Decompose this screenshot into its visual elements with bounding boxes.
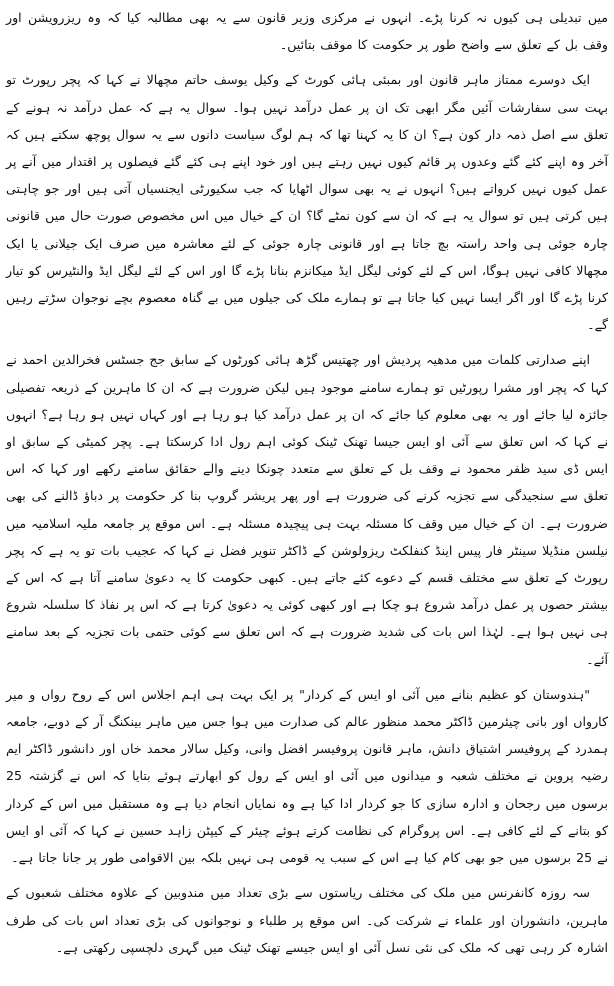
paragraph-2: ایک دوسرے ممتاز ماہر قانون اور بمبئی ہائی کورٹ کے وکیل یوسف حاتم مچھالا نے کہا کہ پچر رپورٹ تو بہت سی سفارشات آئیں مگر ابھی تک ان پر عمل درآمد نہیں ہوا۔ سوال یہ ہے کہ عمل درآمد نہ ہونے کے تعلق سے اصل ذمہ دار کون ہے؟ ان کا یہ کہنا تھا کہ ہم لوگ سیاست دانوں سے یہ سوال پوچھ سکتے ہیں کہ آخر وہ اپنے کئے گئے وعدوں پر قائم کیوں نہیں رہتے ہیں اور خود اپنے ہی کئے گئے فیصلوں پر اقتدار میں آنے پر عمل کیوں نہیں کرواتے ہیں؟ انہوں نے یہ بھی سوال اٹھایا کہ جب سکیورٹی ایجنسیاں آتی ہیں اور جو چاہتی ہیں کرتی ہیں تو سوال یہ ہے کہ ان سے کون نمٹے گا؟ ان کے خیال میں اس مخصوص صورت حال میں قانونی چارہ جوئی ہی واحد راستہ بچ جاتا ہے اور قانونی چارہ جوئی کے لئے معاشرہ میں صرف ایک جیلانی یا ایک مچھالا کافی نہیں ہوگا، اس کے لئے کوئی لیگل ایڈ میکانزم بنانا پڑے گا اور اس کے لئے لیگل ایڈ والنٹیرس کو تیار کرنا پڑے گا اور اگر ایسا نہیں کیا جاتا ہے تو ہمارے ملک کی جیلوں میں بے گناہ معصوم بچے نوجوان سڑتے رہیں گے۔ (6, 72, 608, 333)
paragraph-1: میں تبدیلی ہی کیوں نہ کرنا پڑے۔ انہوں نے مرکزی وزیر قانون سے یہ بھی مطالبہ کیا کہ وہ ریزرویشن اور وقف بل کے تعلق سے واضح طور پر حکومت کا موقف بتائیں۔ (6, 10, 608, 53)
paragraph-3: اپنے صدارتی کلمات میں مدھیہ پردیش اور چھتیس گڑھ ہائی کورٹوں کے سابق جج جسٹس فخرالدین احمد نے کہا کہ پچر اور مشرا رپورٹیں تو ہمارے سامنے موجود ہیں لیکن ضرورت ہے کہ ان کا ماہرین کے ذریعہ تفصیلی جائزہ لیا جائے اور یہ بھی معلوم کیا جائے کہ ان پر عمل درآمد کیا ہو رہا ہے اور کہاں نہیں ہو رہا ہے؟ انہوں نے کہا کہ اس تعلق سے آئی او ایس جیسا تھنک ٹینک کوئی اہم رول ادا کرسکتا ہے۔ پچر کمیٹی کے سابق او ایس ڈی سید ظفر محمود نے وقف بل کے تعلق سے متعدد چونکا دینے والے حقائق سامنے رکھے اور کہا کہ اس تعلق سے سنجیدگی سے تجزیہ کرنے کی ضرورت ہے اور پھر پریشر گروپ بنا کر حکومت پر دباؤ ڈالنے کی بھی ضرورت ہے۔ ان کے خیال میں وقف کا مسئلہ بہت ہی پیچیدہ مسئلہ ہے۔ اس موقع پر جامعہ ملیہ اسلامیہ میں نیلسن منڈیلا سینٹر فار پیس اینڈ کنفلکٹ ریزولوشن کے ڈاکٹر تنویر فضل نے کہا کہ عجیب بات تو یہ ہے کہ پچر رپورٹ کے تعلق سے مختلف قسم کے دعوے کئے جاتے ہیں۔ کبھی حکومت کا یہ دعویٰ سامنے آتا ہے کہ اس کے بیشتر حصوں پر عمل درآمد شروع ہو چکا ہے اور کبھی کوئی یہ دعویٰ کرتا ہے کہ اس پر نفاذ کا سلسلہ شروع ہی نہیں ہوا ہے۔ لہٰذا اس بات کی شدید ضرورت ہے کہ اس تعلق سے کوئی حتمی بات تجزیہ کے بعد سامنے آئے۔ (6, 352, 608, 667)
paragraph-5: سہ روزہ کانفرنس میں ملک کی مختلف ریاستوں سے بڑی تعداد میں مندوبین کے علاوہ مختلف شعبوں کے ماہرین، دانشوران اور علماء نے شرکت کی۔ اس موقع پر طلباء و نوجوانوں کی بڑی تعداد اس بات کی طرف اشارہ کر رہی تھی کہ ملک کی نئی نسل آئی او ایس جیسے تھنک ٹینک میں گہری دلچسپی رکھتی ہے۔ (6, 885, 608, 955)
paragraph-4: "ہندوستان کو عظیم بنانے میں آئی او ایس کے کردار" پر ایک بہت ہی اہم اجلاس اس کے روح رواں و میر کارواں اور بانی چیئرمین ڈاکٹر محمد منظور عالم کی صدارت میں ہوا جس میں ماہر بینکنگ آر کے دوبے، جامعہ ہمدرد کے پروفیسر اشتیاق دانش، ماہر قانون پروفیسر افضل وانی، وکیل سالار محمد خاں اور دانشور ڈاکٹر ایم رضیہ پروین نے مختلف شعبہ و میدانوں میں آئی او ایس کے رول کو ابھارتے ہوئے بتایا کہ اس نے گزشتہ 25 برسوں میں رجحان و ادارہ سازی کا جو کردار ادا کیا ہے وہ نمایاں انجام دیا ہے وہ مستقبل میں اس کے کردار کو بتانے کے لئے کافی ہے۔ اس پروگرام کی نظامت کرتے ہوئے چیئر کے کیپٹن زاہد حسین نے کہا کہ آئی او ایس نے 25 برسوں میں جو بھی کام کیا ہے اس کے سبب یہ قومی ہی نہیں بلکہ بین الاقوامی طور پر جانا جاتا ہے۔ (6, 686, 608, 866)
